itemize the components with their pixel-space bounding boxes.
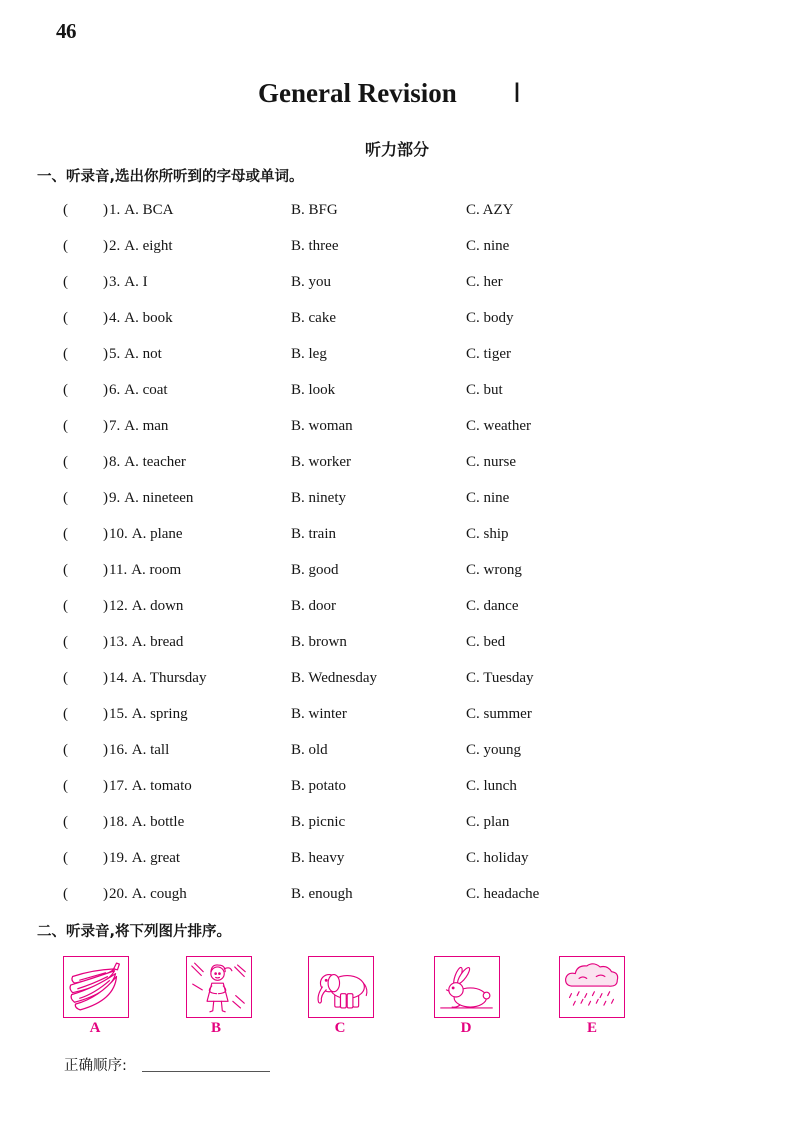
answer-paren-close: ) [103, 454, 108, 470]
answer-paren-open[interactable]: ( [63, 778, 68, 794]
bananas-icon [64, 957, 127, 1016]
option-c: C. nine [466, 238, 510, 254]
answer-paren-close: ) [103, 310, 108, 326]
option-a-cell [103, 452, 186, 472]
answer-paren-close: ) [103, 670, 108, 686]
answer-paren-open[interactable]: ( [63, 238, 68, 254]
option-c: C. body [466, 310, 514, 326]
option-c: C. holiday [466, 850, 529, 866]
picture-label-b: B [210, 1020, 221, 1036]
option-c: C. dance [466, 598, 519, 614]
correct-order-label: 正确顺序: [64, 1058, 127, 1074]
page-title-numeral: Ⅰ [513, 78, 521, 108]
option-a: A. spring [131, 706, 188, 722]
option-a-cell [103, 344, 162, 364]
picture-box-d [434, 956, 500, 1018]
question-number: 18. [109, 814, 128, 830]
answer-paren-open[interactable]: ( [63, 454, 68, 470]
rabbit-icon [435, 957, 498, 1016]
option-c: C. nurse [466, 454, 516, 470]
answer-paren-open[interactable]: ( [63, 706, 68, 722]
listening-part-subtitle: 听力部分 [364, 140, 429, 159]
question-row [0, 452, 794, 472]
option-c: C. tiger [466, 346, 511, 362]
question-number: 5. [109, 346, 121, 362]
picture-label-d: D [460, 1020, 472, 1036]
option-a-cell [103, 596, 183, 616]
option-a: A. room [131, 562, 182, 578]
question-row [0, 200, 794, 220]
section-2-heading: 二、听录音,将下列图片排序。 [37, 924, 232, 940]
option-a: A. teacher [124, 454, 186, 470]
option-c: C. young [466, 742, 522, 758]
option-b: B. potato [291, 778, 346, 794]
picture-box-e [559, 956, 625, 1018]
option-a: A. man [124, 418, 169, 434]
option-b: B. BFG [291, 202, 338, 218]
answer-paren-close: ) [103, 886, 108, 902]
question-row [0, 236, 794, 256]
question-row [0, 812, 794, 832]
picture-label-c: C [334, 1020, 346, 1036]
answer-paren-close: ) [103, 346, 108, 362]
option-a-cell [103, 704, 188, 724]
option-b: B. cake [291, 310, 336, 326]
option-b: B. woman [291, 418, 353, 434]
option-b: B. you [291, 274, 332, 290]
answer-paren-close: ) [103, 742, 108, 758]
question-row [0, 740, 794, 760]
option-c: C. lunch [466, 778, 517, 794]
option-a-cell [103, 632, 183, 652]
option-a-cell [103, 776, 192, 796]
question-row [0, 272, 794, 292]
option-a: A. tall [131, 742, 170, 758]
question-number: 11. [109, 562, 128, 578]
question-row [0, 704, 794, 724]
option-a-cell [103, 668, 206, 688]
answer-paren-open[interactable]: ( [63, 562, 68, 578]
answer-paren-open[interactable]: ( [63, 274, 68, 290]
answer-paren-open[interactable]: ( [63, 886, 68, 902]
option-a: A. Thursday [131, 670, 207, 686]
option-a: A. down [131, 598, 184, 614]
option-a: A. BCA [124, 202, 174, 218]
option-c: C. headache [466, 886, 540, 902]
option-a-cell [103, 308, 173, 328]
question-row [0, 308, 794, 328]
option-c: C. nine [466, 490, 510, 506]
option-a: A. coat [124, 382, 168, 398]
option-b: B. worker [291, 454, 351, 470]
picture-box-c [308, 956, 374, 1018]
question-number: 10. [109, 526, 128, 542]
option-b: B. leg [291, 346, 327, 362]
option-b: B. winter [291, 706, 347, 722]
answer-paren-open[interactable]: ( [63, 598, 68, 614]
option-a-cell [103, 848, 180, 868]
option-b: B. enough [291, 886, 353, 902]
option-b: B. brown [291, 634, 347, 650]
answer-paren-open[interactable]: ( [63, 850, 68, 866]
option-a-cell [103, 812, 184, 832]
option-b: B. Wednesday [291, 670, 378, 686]
page-title: General Revision [258, 78, 457, 108]
answer-paren-open[interactable]: ( [63, 346, 68, 362]
option-b: B. picnic [291, 814, 346, 830]
option-a: A. eight [124, 238, 173, 254]
picture-box-b [186, 956, 252, 1018]
question-number: 12. [109, 598, 128, 614]
question-row [0, 668, 794, 688]
question-row [0, 416, 794, 436]
answer-paren-close: ) [103, 274, 108, 290]
answer-paren-open[interactable]: ( [63, 310, 68, 326]
option-a: A. plane [131, 526, 183, 542]
question-number: 1. [109, 202, 121, 218]
answer-paren-open[interactable]: ( [63, 202, 68, 218]
option-b: B. train [291, 526, 336, 542]
rain-cloud-icon [560, 957, 623, 1016]
question-number: 3. [109, 274, 121, 290]
option-b: B. heavy [291, 850, 345, 866]
option-a: A. nineteen [124, 490, 194, 506]
picture-label-a: A [89, 1020, 101, 1036]
option-a-cell [103, 380, 168, 400]
answer-paren-close: ) [103, 202, 108, 218]
option-a-cell [103, 884, 187, 904]
question-number: 2. [109, 238, 121, 254]
option-b: B. three [291, 238, 339, 254]
option-b: B. look [291, 382, 336, 398]
option-a: A. great [131, 850, 181, 866]
elephant-icon [309, 957, 372, 1016]
answer-paren-open[interactable]: ( [63, 418, 68, 434]
picture-box-a [63, 956, 129, 1018]
question-row [0, 560, 794, 580]
answer-paren-close: ) [103, 562, 108, 578]
question-number: 7. [109, 418, 121, 434]
option-b: B. good [291, 562, 339, 578]
option-c: C. AZY [466, 202, 514, 218]
answer-paren-close: ) [103, 634, 108, 650]
option-c: C. bed [466, 634, 506, 650]
answer-paren-open[interactable]: ( [63, 382, 68, 398]
option-a: A. tomato [131, 778, 192, 794]
answer-paren-close: ) [103, 418, 108, 434]
option-c: C. wrong [466, 562, 522, 578]
section-1-heading: 一、听录音,选出你所听到的字母或单词。 [37, 169, 304, 185]
answer-paren-close: ) [103, 598, 108, 614]
option-b: B. old [291, 742, 328, 758]
question-number: 4. [109, 310, 121, 326]
question-number: 8. [109, 454, 121, 470]
answer-paren-close: ) [103, 778, 108, 794]
option-c: C. Tuesday [466, 670, 534, 686]
option-a-cell [103, 740, 169, 760]
answer-paren-open[interactable]: ( [63, 670, 68, 686]
question-number: 17. [109, 778, 128, 794]
answer-paren-open[interactable]: ( [63, 742, 68, 758]
answer-paren-close: ) [103, 850, 108, 866]
question-row [0, 776, 794, 796]
question-row [0, 344, 794, 364]
option-a-cell [103, 272, 148, 292]
option-c: C. ship [466, 526, 509, 542]
question-row [0, 632, 794, 652]
question-row [0, 848, 794, 868]
option-b: B. ninety [291, 490, 346, 506]
answer-paren-close: ) [103, 238, 108, 254]
answer-paren-close: ) [103, 490, 108, 506]
answer-paren-open[interactable]: ( [63, 634, 68, 650]
question-number: 15. [109, 706, 128, 722]
option-a: A. I [124, 274, 148, 290]
question-number: 13. [109, 634, 128, 650]
page-number: 46 [56, 19, 76, 43]
option-c: C. her [466, 274, 503, 290]
option-a-cell [103, 236, 173, 256]
option-c: C. but [466, 382, 503, 398]
option-a: A. bread [131, 634, 184, 650]
answer-paren-close: ) [103, 526, 108, 542]
option-a: A. book [124, 310, 173, 326]
question-row [0, 884, 794, 904]
answer-paren-close: ) [103, 706, 108, 722]
option-a-cell [103, 488, 193, 508]
option-a: A. bottle [131, 814, 185, 830]
option-a: A. not [124, 346, 162, 362]
question-number: 20. [109, 886, 128, 902]
question-number: 19. [109, 850, 128, 866]
question-number: 6. [109, 382, 121, 398]
option-c: C. weather [466, 418, 531, 434]
option-a-cell [103, 524, 183, 544]
question-number: 16. [109, 742, 128, 758]
windy-girl-icon [187, 957, 250, 1016]
answer-paren-close: ) [103, 382, 108, 398]
option-c: C. plan [466, 814, 510, 830]
answer-paren-open[interactable]: ( [63, 814, 68, 830]
question-row [0, 488, 794, 508]
answer-paren-open[interactable]: ( [63, 526, 68, 542]
question-row [0, 380, 794, 400]
option-b: B. door [291, 598, 336, 614]
question-number: 14. [109, 670, 128, 686]
answer-paren-open[interactable]: ( [63, 490, 68, 506]
question-row [0, 596, 794, 616]
answer-paren-close: ) [103, 814, 108, 830]
option-a-cell [103, 416, 168, 436]
option-a-cell [103, 560, 181, 580]
option-a: A. cough [131, 886, 187, 902]
picture-label-e: E [586, 1020, 597, 1036]
question-number: 9. [109, 490, 121, 506]
question-row [0, 524, 794, 544]
correct-order-answer-line[interactable] [142, 1071, 270, 1072]
option-a-cell [103, 200, 173, 220]
option-c: C. summer [466, 706, 532, 722]
